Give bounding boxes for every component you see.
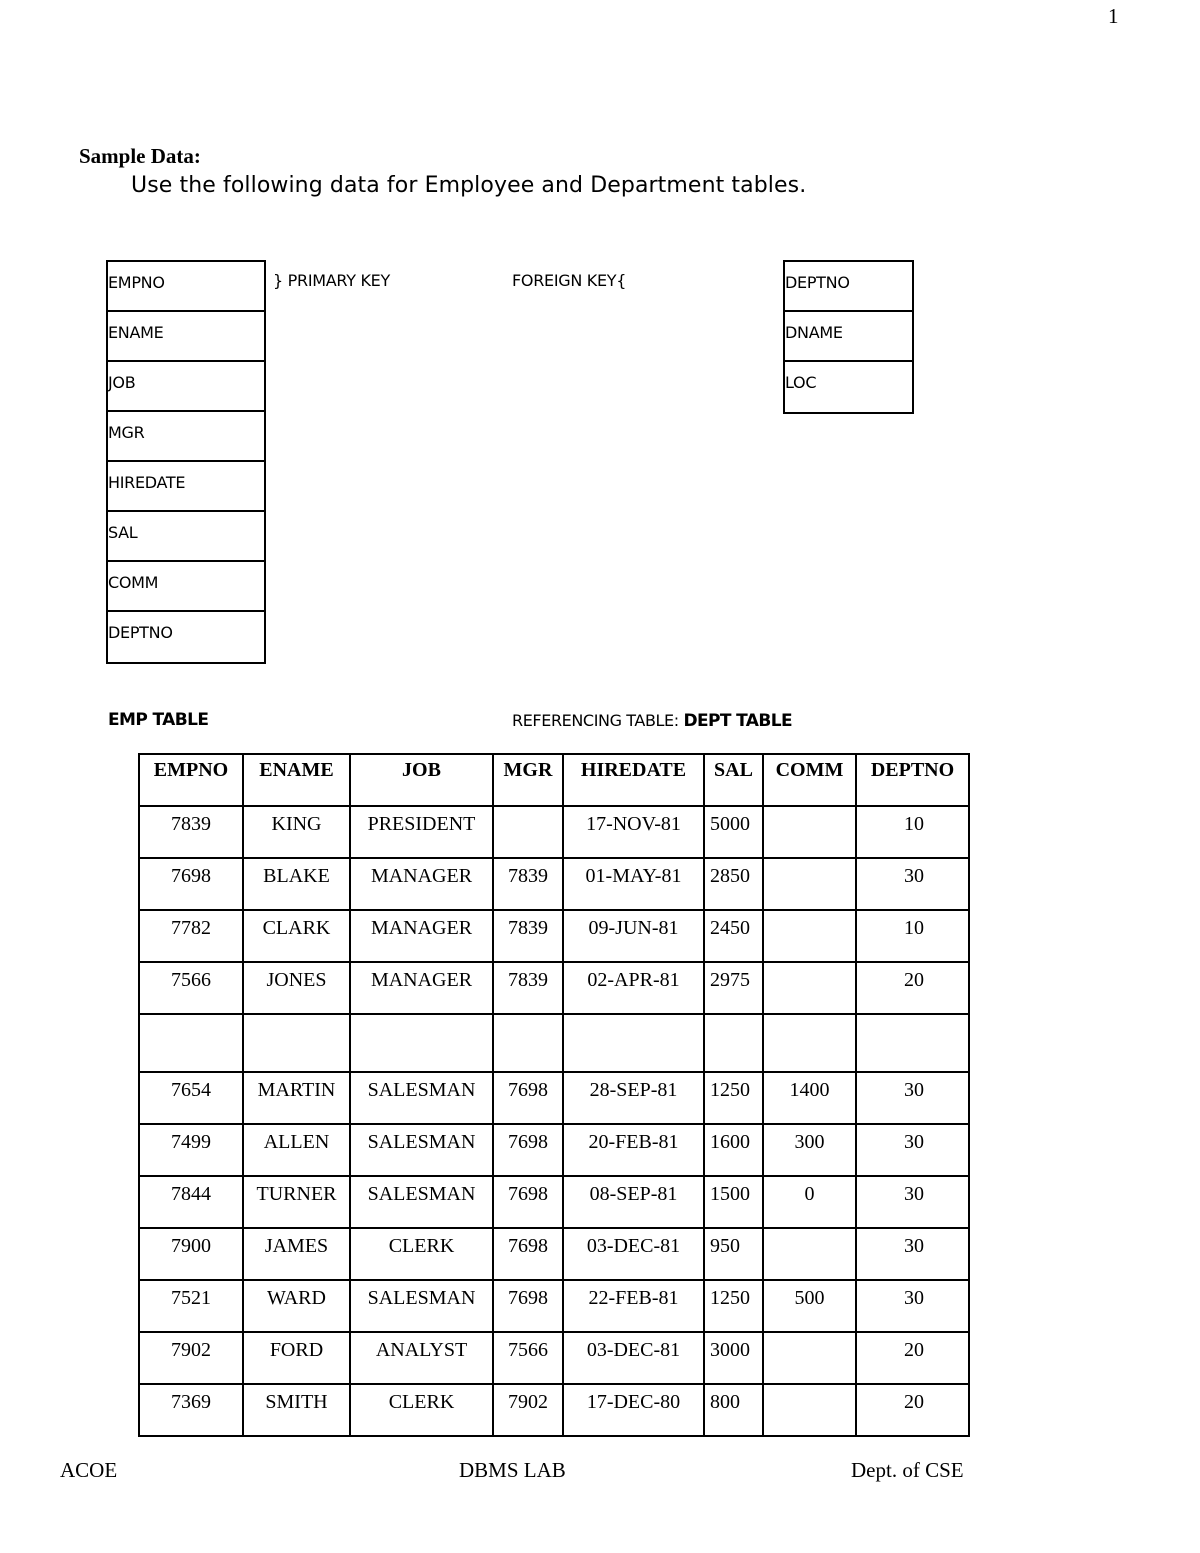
table-cell: 5000 bbox=[704, 806, 763, 858]
emp-schema-field: DEPTNO bbox=[108, 623, 173, 642]
table-cell bbox=[763, 1014, 856, 1072]
table-row bbox=[139, 1384, 969, 1436]
emp-schema-field: EMPNO bbox=[108, 262, 264, 312]
table-cell: 1250 bbox=[704, 1280, 763, 1332]
table-cell: 10 bbox=[856, 910, 969, 962]
emp-schema-box bbox=[106, 260, 266, 664]
emp-schema-field: ENAME bbox=[108, 312, 264, 362]
table-cell: 28-SEP-81 bbox=[563, 1072, 704, 1124]
table-cell bbox=[350, 1014, 493, 1072]
table-cell: 7698 bbox=[493, 1124, 563, 1176]
table-row bbox=[139, 1176, 969, 1228]
table-cell: 7698 bbox=[139, 858, 243, 910]
table-cell: 950 bbox=[704, 1228, 763, 1280]
table-cell: 30 bbox=[856, 1228, 969, 1280]
table-cell bbox=[763, 1332, 856, 1384]
page-number: 1 bbox=[1108, 4, 1119, 28]
table-cell: 20-FEB-81 bbox=[563, 1124, 704, 1176]
table-cell: 800 bbox=[704, 1384, 763, 1436]
table-cell: SALESMAN bbox=[350, 1176, 493, 1228]
table-cell bbox=[563, 1014, 704, 1072]
table-cell: 30 bbox=[856, 858, 969, 910]
emp-schema-field: MGR bbox=[108, 412, 264, 462]
table-cell bbox=[704, 1014, 763, 1072]
table-cell: 500 bbox=[763, 1280, 856, 1332]
column-header: COMM bbox=[763, 754, 856, 806]
dept-schema-box bbox=[783, 260, 914, 414]
table-cell: JONES bbox=[243, 962, 350, 1014]
referencing-table-label bbox=[512, 711, 792, 731]
table-cell: 20 bbox=[856, 1332, 969, 1384]
table-row bbox=[139, 1332, 969, 1384]
table-cell: 20 bbox=[856, 1384, 969, 1436]
table-cell: 1600 bbox=[704, 1124, 763, 1176]
table-cell: 2850 bbox=[704, 858, 763, 910]
table-cell: 2975 bbox=[704, 962, 763, 1014]
table-cell bbox=[763, 962, 856, 1014]
emp-schema-field: SAL bbox=[108, 512, 264, 562]
table-cell: 3000 bbox=[704, 1332, 763, 1384]
table-row bbox=[139, 1228, 969, 1280]
table-cell: 03-DEC-81 bbox=[563, 1228, 704, 1280]
primary-key-label: } PRIMARY KEY bbox=[273, 271, 390, 290]
table-cell: SALESMAN bbox=[350, 1072, 493, 1124]
emp-schema-field: COMM bbox=[108, 562, 264, 612]
table-cell: 7566 bbox=[139, 962, 243, 1014]
table-row bbox=[139, 1124, 969, 1176]
foreign-key-label: FOREIGN KEY{ bbox=[512, 271, 627, 290]
table-cell: 1400 bbox=[763, 1072, 856, 1124]
table-cell: 2450 bbox=[704, 910, 763, 962]
column-header: HIREDATE bbox=[563, 754, 704, 806]
table-cell: 02-APR-81 bbox=[563, 962, 704, 1014]
emp-data-table bbox=[138, 753, 970, 1437]
table-cell: 7839 bbox=[493, 910, 563, 962]
table-cell: 7902 bbox=[139, 1332, 243, 1384]
table-header-row bbox=[139, 754, 969, 806]
table-cell: 7698 bbox=[493, 1176, 563, 1228]
table-cell bbox=[856, 1014, 969, 1072]
table-cell bbox=[763, 1384, 856, 1436]
table-cell: 7698 bbox=[493, 1280, 563, 1332]
table-cell: SALESMAN bbox=[350, 1280, 493, 1332]
section-heading: Sample Data: bbox=[79, 144, 201, 168]
table-cell: 7698 bbox=[493, 1228, 563, 1280]
table-cell: PRESIDENT bbox=[350, 806, 493, 858]
table-cell: 08-SEP-81 bbox=[563, 1176, 704, 1228]
dept-schema-field: LOC bbox=[785, 373, 817, 392]
table-cell: 7369 bbox=[139, 1384, 243, 1436]
table-cell: 7521 bbox=[139, 1280, 243, 1332]
footer-course: DBMS LAB bbox=[459, 1458, 566, 1482]
table-cell: 7900 bbox=[139, 1228, 243, 1280]
table-cell: 30 bbox=[856, 1124, 969, 1176]
table-cell: 7839 bbox=[493, 858, 563, 910]
table-cell: 22-FEB-81 bbox=[563, 1280, 704, 1332]
table-cell: 30 bbox=[856, 1176, 969, 1228]
table-cell: 7839 bbox=[139, 806, 243, 858]
table-cell: MANAGER bbox=[350, 858, 493, 910]
table-cell: 1500 bbox=[704, 1176, 763, 1228]
emp-table-label: EMP TABLE bbox=[108, 710, 209, 730]
table-row bbox=[139, 962, 969, 1014]
referencing-table-name: DEPT TABLE bbox=[683, 711, 792, 731]
table-row bbox=[139, 806, 969, 858]
table-row bbox=[139, 1072, 969, 1124]
table-cell: KING bbox=[243, 806, 350, 858]
table-row bbox=[139, 1280, 969, 1332]
column-header: ENAME bbox=[243, 754, 350, 806]
table-cell: 17-DEC-80 bbox=[563, 1384, 704, 1436]
table-cell: 10 bbox=[856, 806, 969, 858]
table-cell: MANAGER bbox=[350, 910, 493, 962]
dept-schema-field: DNAME bbox=[785, 312, 912, 362]
table-cell: 0 bbox=[763, 1176, 856, 1228]
table-cell: MANAGER bbox=[350, 962, 493, 1014]
table-cell bbox=[763, 1228, 856, 1280]
footer-institution: ACOE bbox=[60, 1458, 118, 1482]
table-cell bbox=[763, 910, 856, 962]
table-cell: 7499 bbox=[139, 1124, 243, 1176]
table-cell: CLERK bbox=[350, 1228, 493, 1280]
table-cell: 03-DEC-81 bbox=[563, 1332, 704, 1384]
column-header: DEPTNO bbox=[856, 754, 969, 806]
column-header: SAL bbox=[704, 754, 763, 806]
table-cell: CLERK bbox=[350, 1384, 493, 1436]
table-cell bbox=[493, 1014, 563, 1072]
table-row bbox=[139, 1014, 969, 1072]
table-cell: BLAKE bbox=[243, 858, 350, 910]
table-cell: 300 bbox=[763, 1124, 856, 1176]
table-cell: 09-JUN-81 bbox=[563, 910, 704, 962]
table-cell: 7566 bbox=[493, 1332, 563, 1384]
column-header: EMPNO bbox=[139, 754, 243, 806]
table-cell: JAMES bbox=[243, 1228, 350, 1280]
table-cell: FORD bbox=[243, 1332, 350, 1384]
section-description: Use the following data for Employee and Department tables. bbox=[131, 173, 807, 198]
table-cell: 17-NOV-81 bbox=[563, 806, 704, 858]
table-cell bbox=[493, 806, 563, 858]
table-cell bbox=[243, 1014, 350, 1072]
table-cell bbox=[763, 858, 856, 910]
table-cell: 7902 bbox=[493, 1384, 563, 1436]
table-cell: SMITH bbox=[243, 1384, 350, 1436]
table-cell: ALLEN bbox=[243, 1124, 350, 1176]
column-header: JOB bbox=[350, 754, 493, 806]
referencing-table-prefix: REFERENCING TABLE: bbox=[512, 711, 684, 730]
emp-schema-field: JOB bbox=[108, 362, 264, 412]
table-cell: 7698 bbox=[493, 1072, 563, 1124]
table-row bbox=[139, 858, 969, 910]
table-cell: 20 bbox=[856, 962, 969, 1014]
table-row bbox=[139, 910, 969, 962]
table-cell: 7654 bbox=[139, 1072, 243, 1124]
dept-schema-field: DEPTNO bbox=[785, 262, 912, 312]
footer-department: Dept. of CSE bbox=[851, 1458, 964, 1482]
table-cell: SALESMAN bbox=[350, 1124, 493, 1176]
table-cell: 1250 bbox=[704, 1072, 763, 1124]
emp-schema-field: HIREDATE bbox=[108, 462, 264, 512]
column-header: MGR bbox=[493, 754, 563, 806]
table-cell: TURNER bbox=[243, 1176, 350, 1228]
table-cell: 7782 bbox=[139, 910, 243, 962]
table-cell: 7844 bbox=[139, 1176, 243, 1228]
table-cell bbox=[139, 1014, 243, 1072]
table-cell: 30 bbox=[856, 1072, 969, 1124]
table-cell: WARD bbox=[243, 1280, 350, 1332]
table-cell: 01-MAY-81 bbox=[563, 858, 704, 910]
table-cell: 30 bbox=[856, 1280, 969, 1332]
table-cell: ANALYST bbox=[350, 1332, 493, 1384]
table-cell: CLARK bbox=[243, 910, 350, 962]
table-cell: 7839 bbox=[493, 962, 563, 1014]
table-cell: MARTIN bbox=[243, 1072, 350, 1124]
table-cell bbox=[763, 806, 856, 858]
